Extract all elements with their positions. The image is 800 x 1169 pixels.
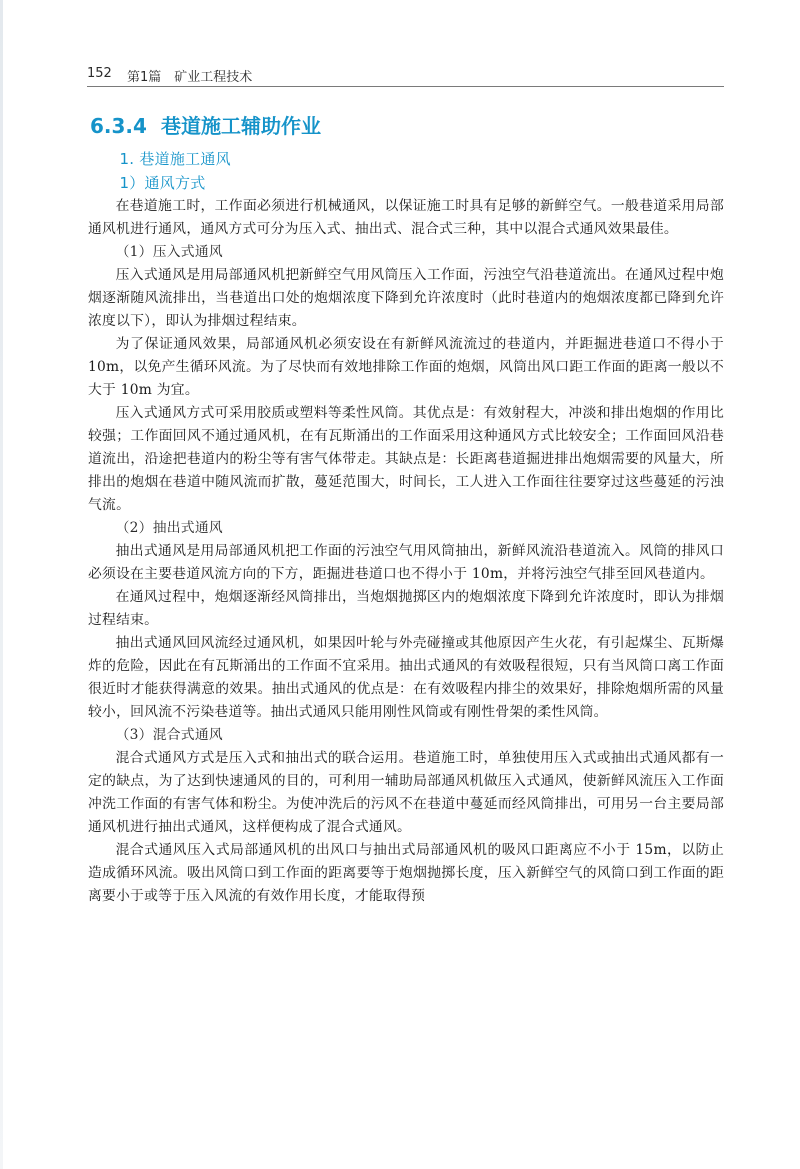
paragraph: 混合式通风方式是压入式和抽出式的联合运用。巷道施工时，单独使用压入式或抽出式通风都有一定的缺点，为了达到快速通风的目的，可利用一辅助局部通风机做压入式通风，使新鲜风流压入工作面冲洗工作面的有害气体和粉尘。为使冲洗后的污风不在巷道中蔓延而经风筒排出，可用另一台主要局部通风机进行抽出式通风，这样便构成了混合式通风。: [88, 750, 724, 835]
paragraph: 在巷道施工时，工作面必须进行机械通风，以保证施工时具有足够的新鲜空气。一般巷道采用局部通风机进行通风，通风方式可分为压入式、抽出式、混合式三种，其中以混合式通风效果最佳。: [88, 198, 724, 237]
part-title: 第1篇 矿业工程技术: [127, 70, 253, 85]
page-number: 152: [87, 66, 112, 81]
paragraph: 抽出式通风是用局部通风机把工作面的污浊空气用风筒抽出，新鲜风流沿巷道流入。风筒的排风口必须设在主要巷道风流方向的下方，距掘进巷道口也不得小于 10m，并将污浊空气排至回风巷道内。: [88, 543, 724, 582]
paragraph: 在通风过程中，炮烟逐渐经风筒排出，当炮烟抛掷区内的炮烟浓度下降到允许浓度时，即认为排烟过程结束。: [88, 589, 724, 628]
paragraph: 混合式通风压入式局部通风机的出风口与抽出式局部通风机的吸风口距离应不小于 15m，以防止造成循环风流。吸出风筒口到工作面的距离要等于炮烟抛掷长度，压入新鲜空气的风筒口到工作面的距离要小于或等于压入风流的有效作用长度，才能取得预: [88, 842, 724, 904]
page-edge-shadow: [0, 0, 3, 1169]
section-number: 6.3.4: [90, 114, 147, 138]
section-title: 巷道施工辅助作业: [160, 114, 321, 138]
item-heading: （3）混合式通风: [115, 727, 223, 743]
item-heading: （2）抽出式通风: [115, 520, 223, 536]
section-heading: [90, 110, 321, 139]
paragraph: 抽出式通风回风流经过通风机，如果因叶轮与外壳碰撞或其他原因产生火花，有引起煤尘、瓦斯爆炸的危险，因此在有瓦斯涌出的工作面不宜采用。抽出式通风的有效吸程很短，只有当风筒口离工作面很近时才能获得满意的效果。抽出式通风的优点是：在有效吸程内排尘的效果好，排除炮烟所需的风量较小，回风流不污染巷道等。抽出式通风只能用刚性风筒或有刚性骨架的柔性风筒。: [88, 635, 724, 720]
subsection-heading: 1. 巷道施工通风: [119, 150, 231, 168]
paragraph: 压入式通风是用局部通风机把新鲜空气用风筒压入工作面，污浊空气沿巷道流出。在通风过程中炮烟逐渐随风流排出，当巷道出口处的炮烟浓度下降到允许浓度时（此时巷道内的炮烟浓度都已降到允许浓度以下），即认为排烟过程结束。: [88, 267, 724, 329]
paragraph: 为了保证通风效果，局部通风机必须安设在有新鲜风流流过的巷道内，并距掘进巷道口不得小于 10m，以免产生循环风流。为了尽快而有效地排除工作面的炮烟，风筒出风口距工作面的距离一般以不大于 10m 为宜。: [88, 336, 724, 398]
body-text: [88, 147, 724, 908]
running-header: [87, 66, 724, 86]
header-rule: [87, 86, 724, 87]
item-heading: （1）压入式通风: [115, 244, 223, 260]
subsubsection-heading: 1）通风方式: [119, 174, 206, 192]
paragraph: 压入式通风方式可采用胶质或塑料等柔性风筒。其优点是：有效射程大，冲淡和排出炮烟的作用比较强；工作面回风不通过通风机，在有瓦斯涌出的工作面采用这种通风方式比较安全；工作面回风沿巷道流出，沿途把巷道内的粉尘等有害气体带走。其缺点是：长距离巷道掘进排出炮烟需要的风量大，所排出的炮烟在巷道中随风流而扩散，蔓延范围大，时间长，工人进入工作面往往要穿过这些蔓延的污浊气流。: [88, 405, 724, 513]
